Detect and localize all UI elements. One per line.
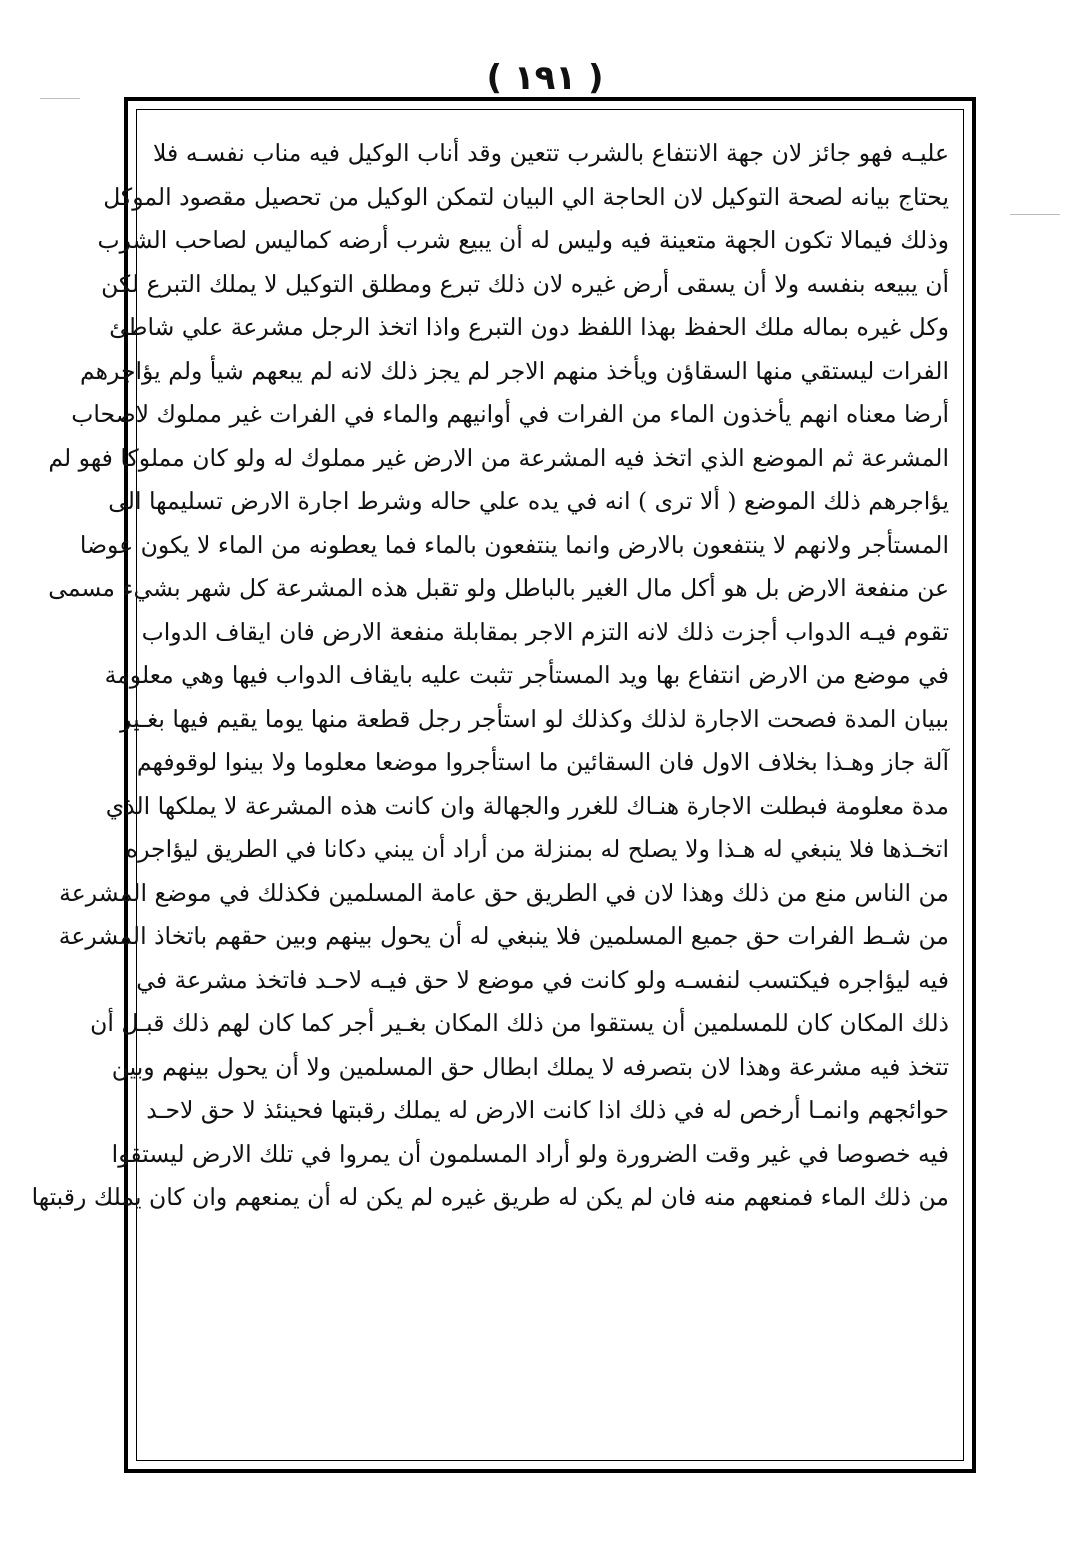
page-number: ( ١٩١ ): [486, 58, 604, 98]
text-line: آلة جاز وهـذا بخلاف الاول فان السقائين ما استأجروا موضعا معلوما ولا بينوا لوقوفهم: [136, 748, 949, 776]
text-line: تتخذ فيه مشرعة وهذا لان بتصرفه لا يملك ابطال حق المسلمين ولا أن يحول بينهم وبين: [111, 1052, 949, 1081]
margin-mark: [1010, 214, 1060, 215]
text-line: وذلك فيمالا تكون الجهة متعينة فيه وليس له أن يبيع شرب أرضه كماليس لصاحب الشرب: [97, 226, 949, 254]
body-text: [31, 132, 949, 1220]
text-line: أرضا معناه انهم يأخذون الماء من الفرات في أوانيهم والماء في الفرات غير مملوك لاصحاب: [71, 400, 949, 428]
text-line: المستأجر ولانهم لا ينتفعون بالارض وانما ينتفعون بالماء فما يعطونه من الماء لا يكون عوضا: [79, 530, 949, 559]
text-line: اتخـذها فلا ينبغي له هـذا ولا يصلح له بمنزلة من أراد أن يبني دكانا في الطريق ليؤاجره: [125, 835, 949, 863]
text-line: فيه ليؤاجره فيكتسب لنفسـه ولو كانت في موضع لا حق فيـه لاحـد فاتخذ مشرعة في: [136, 965, 949, 994]
text-line: أن يبيعه بنفسه ولا أن يسقى أرض غيره لان ذلك تبرع ومطلق التوكيل لا يملك التبرع لكن: [101, 269, 949, 298]
text-line: حوائجهم وانمـا أرخص له في ذلك اذا كانت الارض له يملك رقبتها فحينئذ لا حق لاحـد: [146, 1096, 949, 1124]
text-line: يحتاج بيانه لصحة التوكيل لان الحاجة الي البيان لتمكن الوكيل من تحصيل مقصود الموكل: [103, 182, 949, 211]
text-line: من ذلك الماء فمنعهم منه فان لم يكن له طريق غيره لم يكن له أن يمنعهم وان كان يملك رقبتها: [31, 1183, 949, 1211]
text-line: في موضع من الارض انتفاع بها ويد المستأجر تثبت عليه بايقاف الدواب فيها وهي معلومة: [104, 661, 949, 689]
margin-mark: [40, 98, 80, 99]
text-line: عن منفعة الارض بل هو أكل مال الغير بالباطل ولو تقبل هذه المشرعة كل شهر بشيء مسمى: [48, 574, 949, 602]
text-line: يؤاجرهم ذلك الموضع ( ألا ترى ) انه في يده علي حاله وشرط اجارة الارض تسليمها الى: [108, 487, 949, 515]
text-line: الفرات ليستقي منها السقاؤن ويأخذ منهم الاجر لم يجز ذلك لانه لم يبعهم شيأ ولم يؤاجرهم: [79, 356, 949, 385]
text-line: المشرعة ثم الموضع الذي اتخذ فيه المشرعة من الارض غير مملوك له ولو كان مملوكا فهو لم: [48, 443, 949, 472]
text-line: ذلك المكان كان للمسلمين أن يستقوا من ذلك المكان بغـير أجر كما كان لهم ذلك قبـل أن: [90, 1009, 949, 1037]
page-frame: [31, 97, 976, 1473]
text-line: عليـه فهو جائز لان جهة الانتفاع بالشرب تتعين وقد أناب الوكيل فيه مناب نفسـه فلا: [153, 139, 949, 167]
text-line: من الناس منع من ذلك وهذا لان في الطريق حق عامة المسلمين فكذلك في موضع المشرعة: [59, 878, 949, 907]
text-line: ببيان المدة فصحت الاجارة لذلك وكذلك لو استأجر رجل قطعة منها يوما يقيم فيها بغـير: [120, 704, 949, 733]
text-line: مدة معلومة فبطلت الاجارة هنـاك للغرر والجهالة وان كانت هذه المشرعة لا يملكها الذي: [105, 791, 949, 820]
page-frame-inner: [31, 109, 964, 1461]
text-line: من شـط الفرات حق جميع المسلمين فلا ينبغي له أن يحول بينهم وبين حقهم باتخاذ المشرعة: [58, 922, 949, 950]
text-line: وكل غيره بماله ملك الحفظ بهذا اللفظ دون التبرع واذا اتخذ الرجل مشرعة علي شاطئ: [109, 313, 949, 341]
text-line: فيه خصوصا في غير وقت الضرورة ولو أراد المسلمون أن يمروا في تلك الارض ليستقوا: [111, 1139, 949, 1168]
text-line: تقوم فيـه الدواب أجزت ذلك لانه التزم الاجر بمقابلة منفعة الارض فان ايقاف الدواب: [141, 617, 949, 646]
